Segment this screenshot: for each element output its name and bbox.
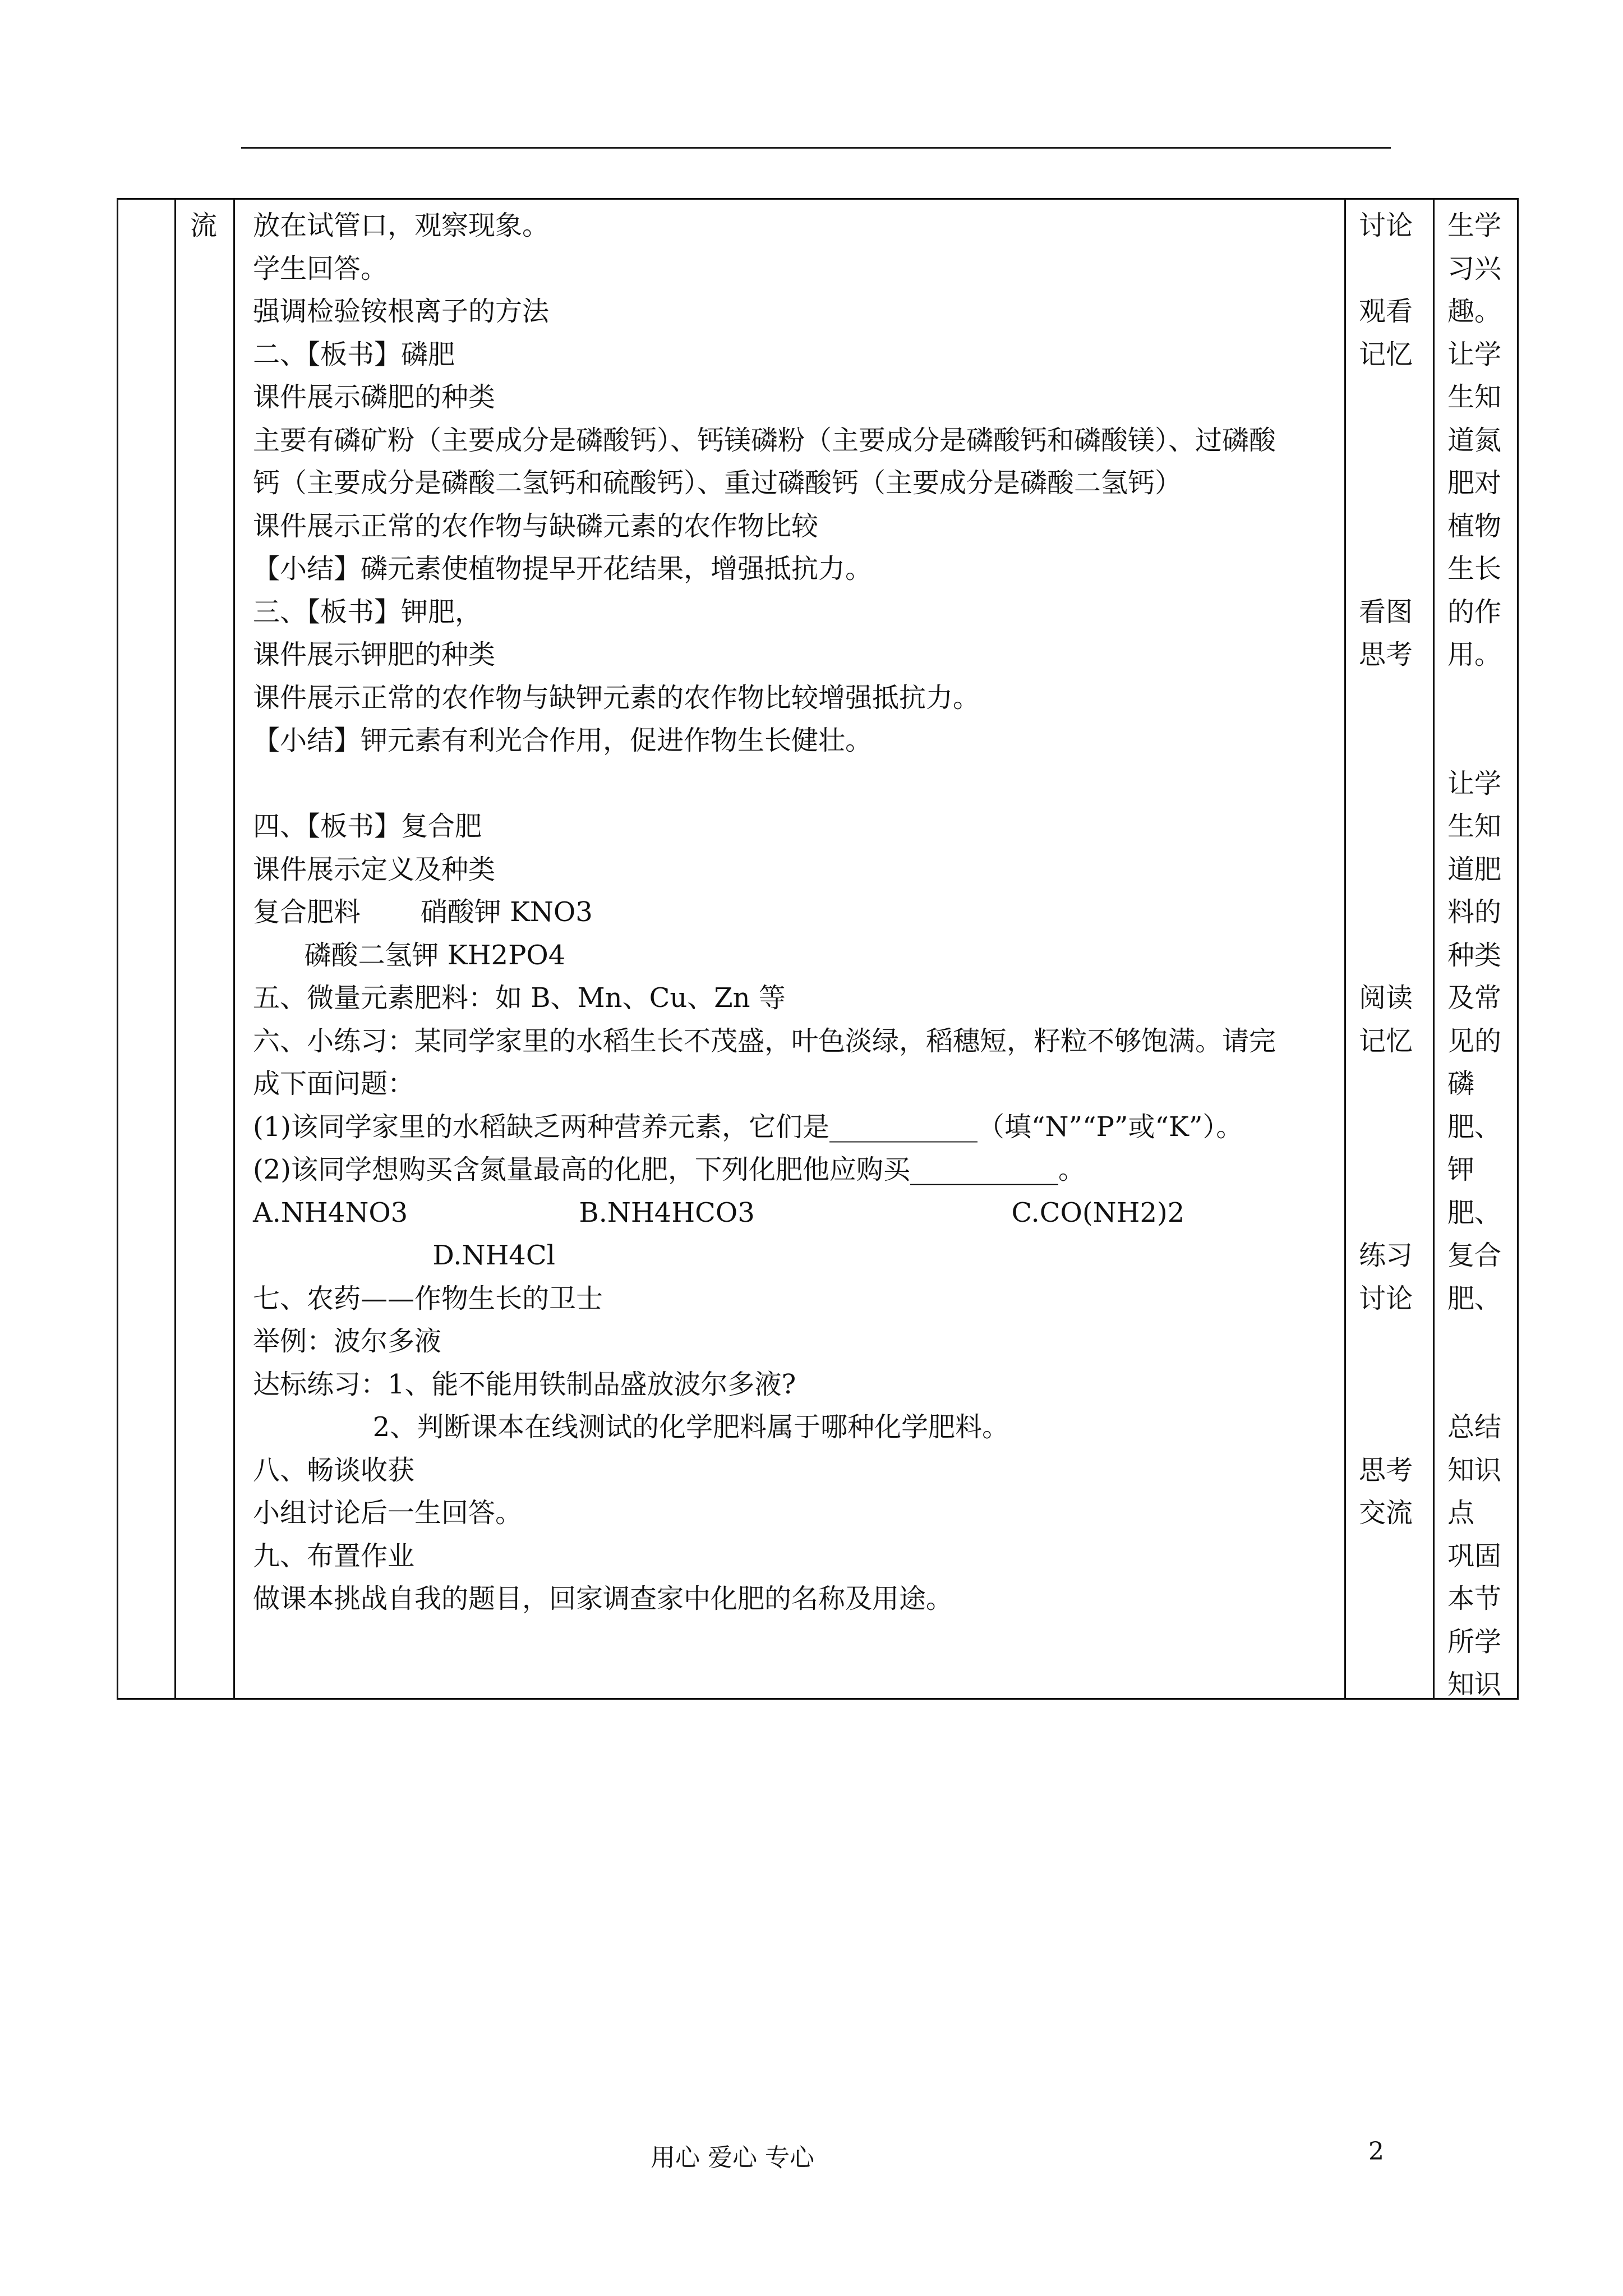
activity-line: 练习 (1359, 1240, 1413, 1271)
intent-line: 习兴 (1447, 252, 1502, 284)
intent-line: 生知 (1447, 811, 1502, 842)
intent-line: 生长 (1447, 553, 1502, 585)
activity-line (1359, 462, 1426, 505)
text-line: 放在试管口，观察现象。 (253, 210, 550, 241)
intent-line: 种类 (1447, 939, 1502, 971)
intent-line: 本节 (1447, 1583, 1502, 1614)
intent-line: 让学 (1447, 338, 1502, 370)
text-line (253, 762, 1352, 806)
text-line: 【小结】钾元素有利光合作用，促进作物生长健壮。 (253, 725, 873, 756)
intent-line: 用。 (1447, 639, 1502, 670)
intent-line (1447, 1320, 1515, 1363)
text-line: 复合肥料 硝酸钾 KNO3 (253, 896, 593, 928)
activity-line (1359, 1062, 1426, 1106)
activity-line: 讨论 (1359, 210, 1413, 241)
activity-line: 阅读 (1359, 982, 1413, 1014)
activity-line (1359, 934, 1426, 977)
intent-line (1447, 719, 1515, 762)
text-line: 小组讨论后一生回答。 (253, 1497, 523, 1529)
stage-label: 流 (190, 210, 218, 241)
activity-line (1359, 1148, 1426, 1191)
activity-line (1359, 762, 1426, 806)
intent-line: 磷 (1447, 1068, 1475, 1099)
text-line: 主要有磷矿粉（主要成分是磷酸钙）、钙镁磷粉（主要成分是磷酸钙和磷酸镁）、过磷酸 (253, 424, 1276, 456)
intent-line: 点 (1447, 1497, 1475, 1529)
intent-line: 趣。 (1447, 296, 1502, 327)
text-line: A.NH4NO3 B.NH4HCO3 C.CO(NH2)2 (253, 1197, 1185, 1228)
intent-line: 让学 (1447, 767, 1502, 799)
text-line: 课件展示正常的农作物与缺磷元素的农作物比较 (253, 510, 819, 542)
intent-line: 道氮 (1447, 424, 1502, 456)
activity-line: 思考 (1359, 639, 1413, 670)
text-line: 钙（主要成分是磷酸二氢钙和硫酸钙）、重过磷酸钙（主要成分是磷酸二氢钙） (253, 467, 1182, 499)
text-line: 学生回答。 (253, 252, 388, 284)
activity-line: 讨论 (1359, 1282, 1413, 1314)
text-line: D.NH4Cl (253, 1240, 555, 1271)
text-line: 九、布置作业 (253, 1540, 415, 1572)
text-line: 举例：波尔多液 (253, 1326, 442, 1357)
activity-line (1359, 547, 1426, 591)
text-line: 八、畅谈收获 (253, 1454, 415, 1486)
column-divider (174, 200, 176, 1698)
text-line: 课件展示定义及种类 (253, 853, 496, 885)
intent-line: 生学 (1447, 210, 1502, 241)
intent-line: 知识 (1447, 1669, 1502, 1700)
intent-line: 肥、 (1447, 1197, 1502, 1228)
text-line: 强调检验铵根离子的方法 (253, 296, 550, 327)
text-line: 三、【板书】钾肥， (253, 596, 482, 628)
intent-line: 道肥 (1447, 853, 1502, 885)
intent-line: 总结 (1447, 1411, 1502, 1443)
text-line: 【小结】磷元素使植物提早开花结果，增强抵抗力。 (253, 553, 873, 585)
intent-line: 的作 (1447, 596, 1502, 628)
header-rule (241, 147, 1391, 149)
activity-line (1359, 677, 1426, 720)
activity-line (1359, 1363, 1426, 1406)
text-line: 达标练习：1、能不能用铁制品盛放波尔多液? (253, 1368, 796, 1400)
activity-line: 记忆 (1359, 1025, 1413, 1057)
activity-line: 看图 (1359, 596, 1413, 628)
column-divider (1433, 200, 1435, 1698)
intent-line (1447, 1363, 1515, 1406)
text-line: 五、微量元素肥料：如 B、Mn、Cu、Zn 等 (253, 982, 786, 1014)
activity-line: 思考 (1359, 1454, 1413, 1486)
activity-line (1359, 419, 1426, 462)
intent-line: 生知 (1447, 381, 1502, 413)
text-line: (1)该同学家里的水稻缺乏两种营养元素，它们是___________（填“N”“P”或“K”）。 (253, 1111, 1243, 1143)
activity-line (1359, 805, 1426, 848)
intent-line: 料的 (1447, 896, 1502, 928)
text-line: 七、农药——作物生长的卫士 (253, 1282, 603, 1314)
intent-line: 肥、 (1447, 1111, 1502, 1143)
intent-line: 所学 (1447, 1626, 1502, 1658)
activity-line: 观看 (1359, 296, 1413, 327)
text-line: 课件展示正常的农作物与缺钾元素的农作物比较增强抵抗力。 (253, 682, 980, 714)
intent-line: 植物 (1447, 510, 1502, 542)
intent-line: 见的 (1447, 1025, 1502, 1057)
activity-line (1359, 848, 1426, 891)
text-line: 课件展示钾肥的种类 (253, 639, 496, 670)
design-intent-column (1447, 204, 1515, 1706)
intent-line (1447, 677, 1515, 720)
text-line: 成下面问题： (253, 1068, 415, 1099)
page-number: 2 (1368, 2137, 1384, 2166)
text-line: 磷酸二氢钾 KH2PO4 (253, 939, 566, 971)
lesson-table (117, 198, 1519, 1700)
intent-line: 复合 (1447, 1240, 1502, 1271)
intent-line: 肥对 (1447, 467, 1502, 499)
activity-line (1359, 1106, 1426, 1149)
footer-motto: 用心 爱心 专心 (651, 2143, 814, 2172)
intent-line: 及常 (1447, 982, 1502, 1014)
activity-line (1359, 891, 1426, 934)
text-line: (2)该同学想购买含氮量最高的化肥，下列化肥他应购买___________。 (253, 1154, 1085, 1185)
column-divider (233, 200, 235, 1698)
activity-line (1359, 1320, 1426, 1363)
intent-line: 肥、 (1447, 1282, 1502, 1314)
activity-line (1359, 376, 1426, 419)
activity-line (1359, 247, 1426, 291)
activity-line: 交流 (1359, 1497, 1413, 1529)
intent-line: 巩固 (1447, 1540, 1502, 1572)
teacher-activity-column (253, 204, 1352, 1621)
text-line: 二、【板书】磷肥 (253, 338, 455, 370)
activity-line (1359, 1406, 1426, 1449)
text-line: 课件展示磷肥的种类 (253, 381, 496, 413)
text-line: 四、【板书】复合肥 (253, 811, 482, 842)
student-activity-column (1359, 204, 1426, 1535)
activity-line: 记忆 (1359, 338, 1413, 370)
intent-line: 知识 (1447, 1454, 1502, 1486)
text-line: 六、小练习：某同学家里的水稻生长不茂盛，叶色淡绿，稻穗短，籽粒不够饱满。请完 (253, 1025, 1276, 1057)
text-line: 2、判断课本在线测试的化学肥料属于哪种化学肥料。 (253, 1411, 1009, 1443)
text-line: 做课本挑战自我的题目，回家调查家中化肥的名称及用途。 (253, 1583, 953, 1614)
intent-line: 钾 (1447, 1154, 1475, 1185)
activity-line (1359, 1191, 1426, 1235)
activity-line (1359, 719, 1426, 762)
activity-line (1359, 505, 1426, 548)
